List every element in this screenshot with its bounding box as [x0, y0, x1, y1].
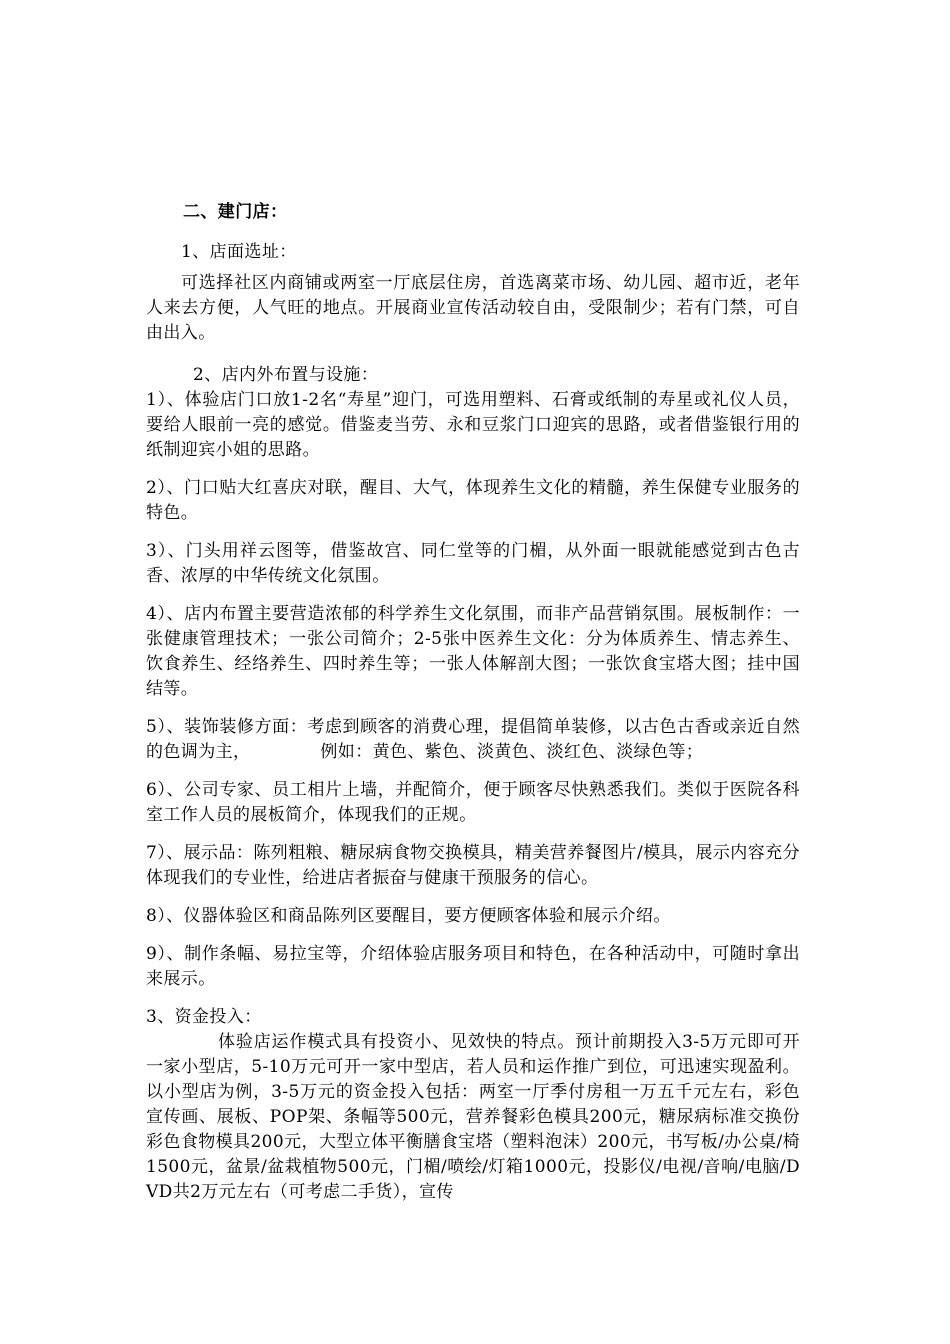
layout-item-5-text: 5）、装饰装修方面：考虑到顾客的消费心理，提倡简单装修，以古色古香或亲近自然的色调为主， — [146, 717, 800, 762]
layout-item-5-colors: 例如：黄色、紫色、淡黄色、淡红色、淡绿色等； — [320, 742, 704, 762]
layout-item-4: 4）、店内布置主要营造浓郁的科学养生文化氛围，而非产品营销氛围。展板制作：一张健康管理技术；一张公司简介；2-5张中医养生文化：分为体质养生、情志养生、饮食养生、经络养生、四时养生等；一张人体解剖大图；一张饮食宝塔大图；挂中国结等。 — [146, 604, 800, 699]
document-body — [146, 200, 800, 1205]
layout-item-3: 3）、门头用祥云图等，借鉴故宫、同仁堂等的门楣，从外面一眼就能感觉到古色古香、浓厚的中华传统文化氛围。 — [146, 541, 800, 586]
location-heading: 1、店面选址： — [181, 242, 297, 262]
layout-item-8: 8）、仪器体验区和商品陈列区要醒目，要方便顾客体验和展示介绍。 — [146, 906, 671, 926]
section-heading: 二、建门店： — [183, 202, 288, 222]
funding-paragraph: 体验店运作模式具有投资小、见效快的特点。预计前期投入3-5万元即可开一家小型店，5-10万元可开一家中型店，若人员和运作推广到位，可迅速实现盈利。以小型店为例，3-5万元的资金投入包括：两室一厅季付房租一万五千元左右，彩色宣传画、展板、POP架、条幅等500元，营养餐彩色模具200元，糖尿病标准交换份彩色食物模具200元，大型立体平衡膳食宝塔（塑料泡沫）200元，书写板/办公桌/椅1500元，盆景/盆栽植物500元，门楣/喷绘/灯箱1000元，投影仪/电视/音响/电脑/DVD共2万元左右（可考虑二手货），宣传 — [146, 1032, 800, 1202]
layout-item-2: 2）、门口贴大红喜庆对联，醒目、大气，体现养生文化的精髓，养生保健专业服务的特色。 — [146, 478, 800, 523]
funding-heading: 3、资金投入： — [146, 1007, 262, 1027]
layout-item-1: 1）、体验店门口放1-2名“寿星”迎门，可选用塑料、石膏或纸制的寿星或礼仪人员，要给人眼前一亮的感觉。借鉴麦当劳、永和豆浆门口迎宾的思路，或者借鉴银行用的纸制迎宾小姐的思路。 — [146, 390, 800, 460]
layout-item-9: 9）、制作条幅、易拉宝等，介绍体验店服务项目和特色，在各种活动中，可随时拿出来展示。 — [146, 944, 800, 989]
layout-item-5 — [146, 715, 800, 765]
layout-item-7: 7）、展示品：陈列粗粮、糖尿病食物交换模具，精美营养餐图片/模具，展示内容充分体现我们的专业性，给进店者振奋与健康干预服务的信心。 — [146, 843, 800, 888]
location-paragraph: 可选择社区内商铺或两室一厅底层住房，首选离菜市场、幼儿园、超市近，老年人来去方便，人气旺的地点。开展商业宣传活动较自由，受限制少；若有门禁，可自由出入。 — [146, 273, 800, 343]
layout-item-6: 6）、公司专家、员工相片上墙，并配简介，便于顾客尽快熟悉我们。类似于医院各科室工作人员的展板简介，体现我们的正规。 — [146, 780, 800, 825]
layout-heading: 2、店内外布置与设施： — [193, 365, 379, 385]
